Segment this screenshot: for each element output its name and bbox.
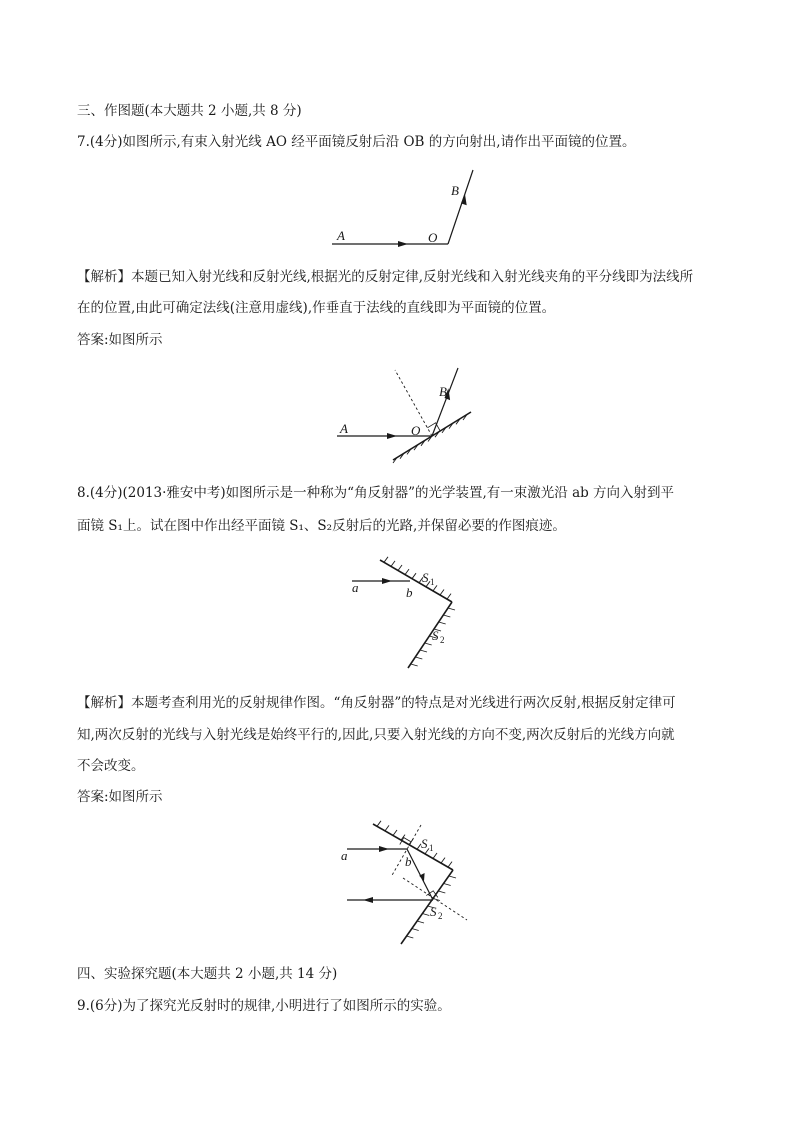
label-s2: S bbox=[432, 628, 439, 643]
label-s1-subscript: 1 bbox=[429, 843, 434, 853]
label-b: B bbox=[439, 384, 447, 399]
incident-arrow bbox=[398, 241, 408, 247]
label-a: a bbox=[352, 580, 359, 595]
label-b: b bbox=[406, 585, 413, 600]
section-4-heading: 四、实验探究题(本大题共 2 小题,共 14 分) bbox=[77, 966, 338, 982]
incident-arrow bbox=[382, 578, 392, 584]
label-b: b bbox=[405, 854, 412, 869]
question-9-stem: 9.(6分)为了探究光反射时的规律,小明进行了如图所示的实验。 bbox=[77, 998, 451, 1014]
label-a: a bbox=[341, 848, 348, 863]
q7-analysis-line-1: 【解析】本题已知入射光线和反射光线,根据光的反射定律,反射光线和入射光线夹角的平分线即为法线所 bbox=[77, 269, 694, 285]
label-o: O bbox=[428, 230, 438, 245]
incident-arrow bbox=[379, 846, 389, 852]
label-s1: S bbox=[422, 570, 429, 585]
label-a: A bbox=[340, 421, 348, 436]
question-7-stem: 7.(4分)如图所示,有束入射光线 AO 经平面镜反射后沿 OB 的方向射出,请作出平面镜的位置。 bbox=[77, 134, 636, 150]
label-s2-subscript: 2 bbox=[438, 911, 443, 921]
question-8-stem-line-1: 8.(4分)(2013·雅安中考)如图所示是一种称为“角反射器”的光学装置,有一束激光沿 ab 方向入射到平 bbox=[77, 485, 675, 501]
q8-figure bbox=[340, 552, 470, 674]
mirror-s2 bbox=[401, 870, 453, 944]
reflected-ray-ob bbox=[448, 170, 473, 244]
section-3-heading: 三、作图题(本大题共 2 小题,共 8 分) bbox=[77, 103, 302, 119]
reflected-ray-ob bbox=[432, 368, 458, 436]
label-o: O bbox=[411, 423, 421, 438]
mirror-s2 bbox=[408, 602, 452, 668]
question-8-stem-line-2: 面镜 S₁上。试在图中作出经平面镜 S₁、S₂反射后的光路,并保留必要的作图痕迹。 bbox=[77, 518, 566, 534]
label-s1: S bbox=[421, 836, 428, 851]
incident-arrow bbox=[387, 433, 397, 439]
q8-answer-figure bbox=[335, 818, 480, 950]
q7-figure bbox=[320, 160, 480, 252]
mirror-s1-hatching bbox=[377, 821, 452, 867]
q8-analysis-line-2: 知,两次反射的光线与入射光线是始终平行的,因此,只要入射光线的方向不变,两次反射后的光线方向就 bbox=[77, 727, 675, 743]
q7-analysis-line-2: 在的位置,由此可确定法线(注意用虚线),作垂直于法线的直线即为平面镜的位置。 bbox=[77, 300, 556, 316]
label-s2: S bbox=[430, 904, 437, 919]
q8-answer: 答案:如图所示 bbox=[77, 789, 163, 805]
q8-analysis-line-1: 【解析】本题考查利用光的反射规律作图。“角反射器”的特点是对光线进行两次反射,根据反射定律可 bbox=[77, 695, 676, 711]
q7-answer: 答案:如图所示 bbox=[77, 332, 163, 348]
q7-answer-figure bbox=[325, 362, 485, 466]
mirror-s1-hatching bbox=[384, 557, 451, 599]
q8-analysis-line-3: 不会改变。 bbox=[77, 758, 145, 774]
label-s2-subscript: 2 bbox=[440, 635, 445, 645]
return-arrow bbox=[363, 897, 373, 903]
label-s1-subscript: 1 bbox=[430, 577, 435, 587]
label-a: A bbox=[337, 228, 345, 243]
label-b: B bbox=[451, 183, 459, 198]
